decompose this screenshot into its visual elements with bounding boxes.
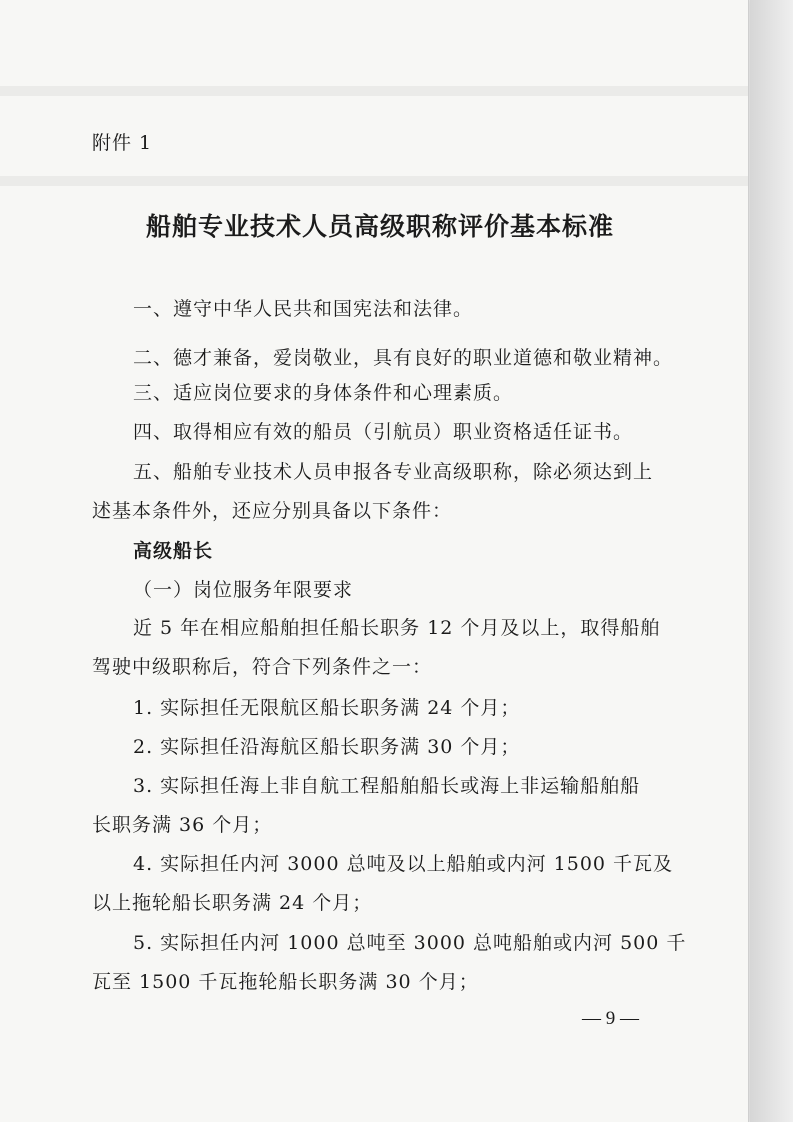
list-item-4-line-1: 4. 实际担任内河 3000 总吨及以上船舶或内河 1500 千瓦及	[133, 853, 674, 875]
list-item-5-line-1: 5. 实际担任内河 1000 总吨至 3000 总吨船舶或内河 500 千	[133, 932, 687, 954]
paragraph-5-line-1: 五、船舶专业技术人员申报各专业高级职称，除必须达到上	[133, 461, 654, 483]
list-item-4-line-2: 以上拖轮船长职务满 24 个月；	[92, 892, 373, 914]
list-item-3-line-1: 3. 实际担任海上非自航工程船舶船长或海上非运输船舶船	[133, 775, 641, 797]
document-title: 船舶专业技术人员高级职称评价基本标准	[145, 212, 614, 241]
body-line: 近 5 年在相应船舶担任船长职务 12 个月及以上，取得船舶	[133, 617, 661, 639]
show-through-band	[0, 176, 748, 186]
list-item-5-line-2: 瓦至 1500 千瓦拖轮船长职务满 30 个月；	[92, 971, 479, 993]
paragraph-4: 四、取得相应有效的船员（引航员）职业资格适任证书。	[133, 421, 634, 443]
show-through-band	[0, 86, 748, 96]
list-item-1: 1. 实际担任无限航区船长职务满 24 个月；	[133, 697, 521, 719]
subsection-heading: （一）岗位服务年限要求	[133, 579, 354, 601]
section-heading: 高级船长	[133, 540, 214, 562]
paragraph-3: 三、适应岗位要求的身体条件和心理素质。	[133, 382, 514, 404]
paragraph-5-line-2: 述基本条件外，还应分别具备以下条件：	[92, 500, 453, 522]
paragraph-2: 二、德才兼备，爱岗敬业，具有良好的职业道德和敬业精神。	[133, 347, 674, 369]
page-number: — 9 —	[582, 1008, 639, 1029]
list-item-2: 2. 实际担任沿海航区船长职务满 30 个月；	[133, 736, 521, 758]
list-item-3-line-2: 长职务满 36 个月；	[92, 814, 273, 836]
paragraph-1: 一、遵守中华人民共和国宪法和法律。	[133, 298, 474, 320]
body-line: 驾驶中级职称后，符合下列条件之一：	[92, 656, 433, 678]
attachment-label: 附件 1	[92, 132, 153, 154]
page-edge-shadow	[750, 0, 793, 1122]
